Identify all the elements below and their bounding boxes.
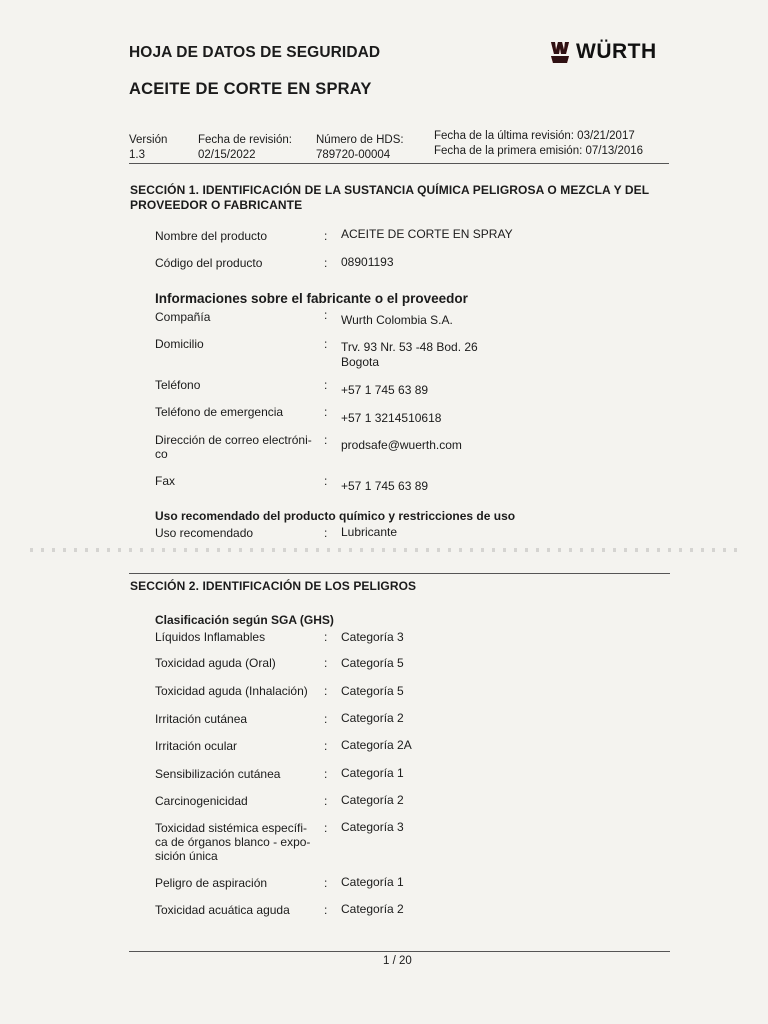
hazard-category: Categoría 5 [341, 684, 404, 698]
first-issue-date: Fecha de la primera emisión: 07/13/2016 [434, 145, 644, 157]
wurth-logo-icon [550, 40, 570, 64]
colon: : [324, 794, 328, 808]
colon: : [324, 229, 328, 243]
hazard-label: Toxicidad sistémica específi- ca de órganos blanco - expo- sición única [155, 821, 311, 863]
email-value: prodsafe@wuerth.com [341, 438, 462, 452]
recommended-use-label: Uso recomendado [155, 526, 254, 540]
email-label: Dirección de correo electróni- co [155, 433, 312, 461]
hazard-label: Líquidos Inflamables [155, 630, 266, 644]
fax-label: Fax [155, 474, 176, 488]
product-code-value: 08901193 [341, 255, 394, 269]
colon: : [324, 767, 328, 781]
fax-value: +57 1 745 63 89 [341, 479, 429, 493]
colon: : [324, 256, 328, 270]
version-label: Versión [129, 134, 168, 146]
colon: : [324, 684, 328, 698]
colon: : [324, 630, 328, 644]
section-2-title: SECCIÓN 2. IDENTIFICACIÓN DE LOS PELIGROS [130, 579, 417, 593]
last-revision-date: Fecha de la última revisión: 03/21/2017 [434, 130, 635, 142]
colon: : [324, 308, 328, 322]
hazard-label: Toxicidad acuática aguda [155, 903, 290, 917]
address-value: Trv. 93 Nr. 53 -48 Bod. 26 Bogota [341, 340, 478, 369]
hazard-category: Categoría 2 [341, 711, 404, 725]
colon: : [324, 526, 328, 540]
colon: : [324, 378, 328, 392]
recommended-use-value: Lubricante [341, 525, 398, 539]
colon: : [324, 739, 328, 753]
hazard-category: Categoría 3 [341, 630, 404, 644]
section-divider [129, 573, 670, 574]
brand-name: WÜRTH [576, 40, 657, 63]
revision-label: Fecha de revisión: [198, 134, 292, 146]
colon: : [324, 337, 328, 351]
hazard-category: Categoría 5 [341, 656, 404, 670]
scan-artifact [30, 548, 745, 552]
colon: : [324, 405, 328, 419]
hazard-category: Categoría 1 [341, 875, 404, 889]
phone-value: +57 1 745 63 89 [341, 383, 429, 397]
document-type: HOJA DE DATOS DE SEGURIDAD [129, 44, 381, 61]
hazard-category: Categoría 2A [341, 738, 412, 752]
page-number: 1 / 20 [383, 955, 412, 967]
colon: : [324, 712, 328, 726]
sds-number-block [316, 133, 404, 163]
supplier-heading: Informaciones sobre el fabricante o el proveedor [155, 291, 468, 306]
product-name-value: ACEITE DE CORTE EN SPRAY [341, 227, 513, 241]
recommended-use-heading: Uso recomendado del producto químico y restricciones de uso [155, 509, 516, 523]
address-label: Domicilio [155, 337, 204, 351]
phone-label: Teléfono [155, 378, 201, 392]
version-value: 1.3 [129, 149, 145, 161]
hazard-category: Categoría 1 [341, 766, 404, 780]
colon: : [324, 903, 328, 917]
dates-block [434, 129, 643, 159]
revision-block [198, 133, 292, 163]
colon: : [324, 821, 328, 835]
revision-value: 02/15/2022 [198, 149, 256, 161]
product-code-label: Código del producto [155, 256, 263, 270]
version-block [129, 133, 167, 163]
hazard-label: Peligro de aspiración [155, 876, 268, 890]
brand-logo [550, 40, 657, 64]
hazard-category: Categoría 3 [341, 820, 404, 834]
classification-heading: Clasificación según SGA (GHS) [155, 613, 334, 627]
sds-number-label: Número de HDS: [316, 134, 404, 146]
hazard-label: Sensibilización cutánea [155, 767, 281, 781]
colon: : [324, 433, 328, 447]
company-label: Compañía [155, 310, 211, 324]
colon: : [324, 474, 328, 488]
hazard-category: Categoría 2 [341, 793, 404, 807]
emergency-phone-label: Teléfono de emergencia [155, 405, 284, 419]
hazard-label: Toxicidad aguda (Inhalación) [155, 684, 308, 698]
header-divider [129, 163, 669, 164]
sds-number-value: 789720-00004 [316, 149, 391, 161]
footer-divider [129, 951, 670, 952]
product-title: ACEITE DE CORTE EN SPRAY [129, 80, 372, 98]
colon: : [324, 876, 328, 890]
hazard-label: Irritación cutánea [155, 712, 248, 726]
hazard-label: Carcinogenicidad [155, 794, 248, 808]
hazard-category: Categoría 2 [341, 902, 404, 916]
company-value: Wurth Colombia S.A. [341, 313, 453, 327]
product-name-label: Nombre del producto [155, 229, 268, 243]
hazard-label: Toxicidad aguda (Oral) [155, 656, 276, 670]
colon: : [324, 656, 328, 670]
section-1-title: SECCIÓN 1. IDENTIFICACIÓN DE LA SUSTANCIA QUÍMICA PELIGROSA O MEZCLA Y DEL PROVEEDOR O FABRICANTE [130, 183, 650, 212]
hazard-label: Irritación ocular [155, 739, 238, 753]
emergency-phone-value: +57 1 3214510618 [341, 411, 442, 425]
